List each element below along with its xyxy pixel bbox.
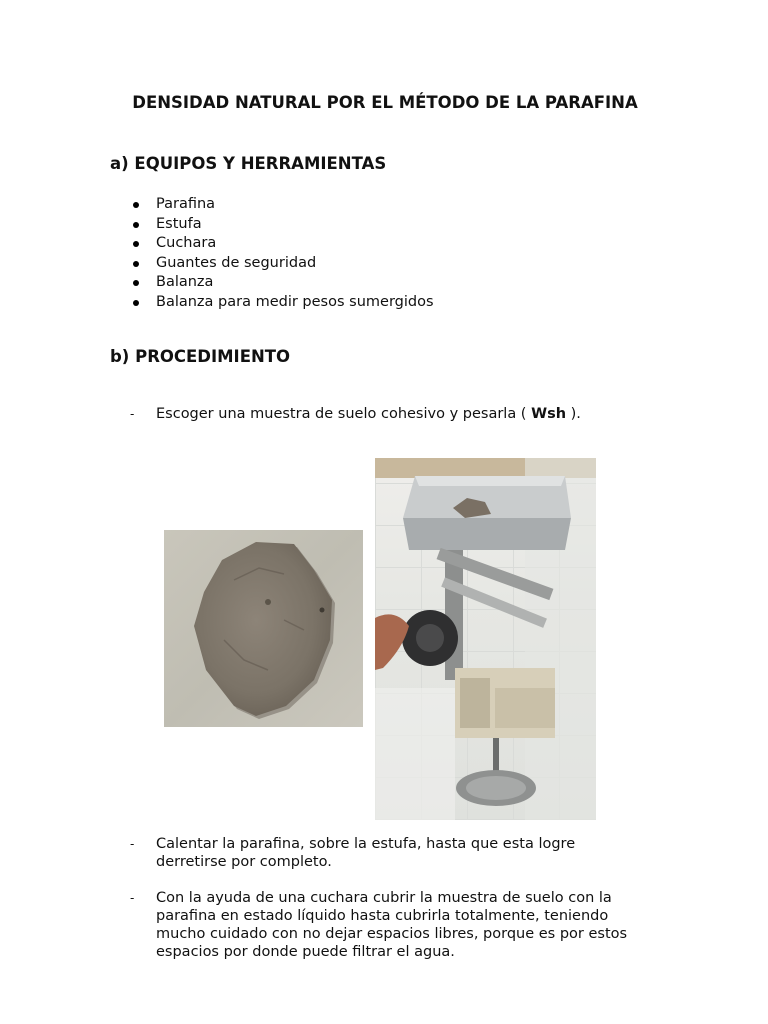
step-dash: - [130, 891, 135, 905]
list-item: Cuchara [130, 234, 434, 254]
step-text-part: ). [566, 406, 581, 422]
list-item: Estufa [130, 215, 434, 235]
step-text [156, 405, 650, 423]
equipment-list [130, 195, 434, 313]
weight-symbol: Wsh [531, 406, 567, 422]
section-b-heading: b) PROCEDIMIENTO [110, 347, 291, 366]
list-item: Guantes de seguridad [130, 254, 434, 274]
soil-sample-photo [164, 530, 363, 727]
list-item: Parafina [130, 195, 434, 215]
procedure-step-3 [130, 889, 650, 961]
step-dash: - [130, 837, 135, 851]
procedure-step-2 [130, 835, 650, 871]
page-title: DENSIDAD NATURAL POR EL MÉTODO DE LA PARAFINA [132, 93, 638, 112]
step-dash: - [130, 407, 135, 421]
procedure-step-1 [130, 405, 650, 423]
step-text-part: Escoger una muestra de suelo cohesivo y pesarla ( [156, 406, 532, 422]
list-item: Balanza [130, 273, 434, 293]
section-a-heading: a) EQUIPOS Y HERRAMIENTAS [110, 154, 387, 173]
step-text: Calentar la parafina, sobre la estufa, hasta que esta logre derretirse por completo. [156, 836, 576, 870]
step-text: Con la ayuda de una cuchara cubrir la muestra de suelo con la parafina en estado líquido hasta cubrirla totalmente, teniendo mucho cuidado con no dejar espacios libres, porque es por estos espacios por donde puede filtrar el agua. [156, 890, 628, 960]
list-item: Balanza para medir pesos sumergidos [130, 293, 434, 313]
balance-photo [375, 458, 596, 820]
